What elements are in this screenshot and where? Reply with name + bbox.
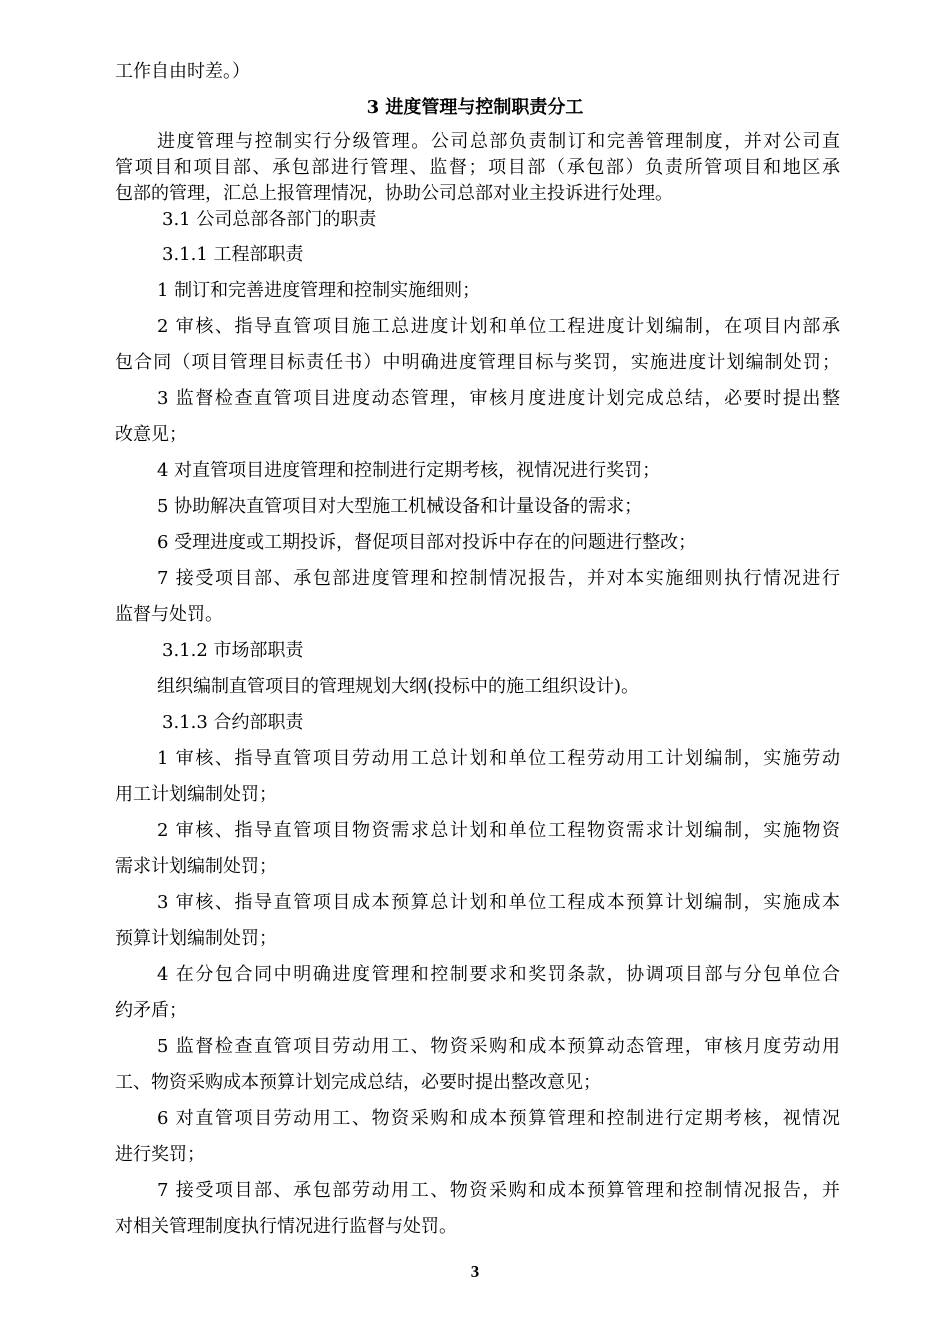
paragraph-line: 2 审核、指导直管项目物资需求总计划和单位工程物资需求计划编制，实施物资: [157, 820, 840, 841]
paragraph-line: 监督与处罚。: [115, 604, 223, 625]
subsection-heading: 3.1.1 工程部职责: [162, 244, 304, 265]
paragraph-line: 5 监督检查直管项目劳动用工、物资采购和成本预算动态管理，审核月度劳动用: [157, 1036, 840, 1057]
section-title: 3 进度管理与控制职责分工: [366, 97, 584, 118]
paragraph-line: 需求计划编制处罚；: [115, 856, 277, 877]
subsection-heading: 3.1 公司总部各部门的职责: [162, 209, 377, 230]
subsection-heading: 3.1.2 市场部职责: [162, 640, 304, 661]
paragraph-line: 7 接受项目部、承包部劳动用工、物资采购和成本预算管理和控制情况报告，并: [157, 1180, 840, 1201]
subsection-heading: 3.1.3 合约部职责: [162, 712, 304, 733]
paragraph-line: 进行奖罚；: [115, 1144, 205, 1165]
paragraph-line: 包合同（项目管理目标责任书）中明确进度管理目标与奖罚，实施进度计划编制处罚；: [115, 352, 840, 373]
paragraph-line: 5 协助解决直管项目对大型施工机械设备和计量设备的需求；: [157, 496, 643, 517]
paragraph-line: 1 审核、指导直管项目劳动用工总计划和单位工程劳动用工计划编制，实施劳动: [157, 748, 840, 769]
paragraph-line: 组织编制直管项目的管理规划大纲(投标中的施工组织设计)。: [157, 676, 640, 697]
paragraph-line: 用工计划编制处罚；: [115, 784, 277, 805]
paragraph-line: 4 对直管项目进度管理和控制进行定期考核，视情况进行奖罚；: [157, 460, 661, 481]
paragraph-line: 3 审核、指导直管项目成本预算总计划和单位工程成本预算计划编制，实施成本: [157, 892, 840, 913]
paragraph-line: 7 接受项目部、承包部进度管理和控制情况报告，并对本实施细则执行情况进行: [157, 568, 840, 589]
paragraph-line: 1 制订和完善进度管理和控制实施细则；: [157, 280, 481, 301]
paragraph-line: 6 对直管项目劳动用工、物资采购和成本预算管理和控制进行定期考核，视情况: [157, 1108, 840, 1129]
paragraph-line: 管项目和项目部、承包部进行管理、监督；项目部（承包部）负责所管项目和地区承: [115, 157, 840, 178]
paragraph-line: 工、物资采购成本预算计划完成总结，必要时提出整改意见；: [115, 1072, 601, 1093]
paragraph-line: 改意见；: [115, 424, 187, 445]
paragraph-line: 对相关管理制度执行情况进行监督与处罚。: [115, 1216, 457, 1237]
paragraph-line: 工作自由时差。）: [115, 61, 250, 82]
paragraph-line: 2 审核、指导直管项目施工总进度计划和单位工程进度计划编制，在项目内部承: [157, 316, 840, 337]
paragraph-line: 3 监督检查直管项目进度动态管理，审核月度进度计划完成总结，必要时提出整: [157, 388, 840, 409]
paragraph-line: 6 受理进度或工期投诉，督促项目部对投诉中存在的问题进行整改；: [157, 532, 697, 553]
paragraph-line: 进度管理与控制实行分级管理。公司总部负责制订和完善管理制度，并对公司直: [157, 131, 840, 152]
paragraph-line: 4 在分包合同中明确进度管理和控制要求和奖罚条款，协调项目部与分包单位合: [157, 964, 840, 985]
page-number: 3: [470, 1262, 480, 1281]
paragraph-line: 包部的管理，汇总上报管理情况，协助公司总部对业主投诉进行处理。: [115, 183, 673, 204]
paragraph-line: 约矛盾；: [115, 1000, 187, 1021]
paragraph-line: 预算计划编制处罚；: [115, 928, 277, 949]
